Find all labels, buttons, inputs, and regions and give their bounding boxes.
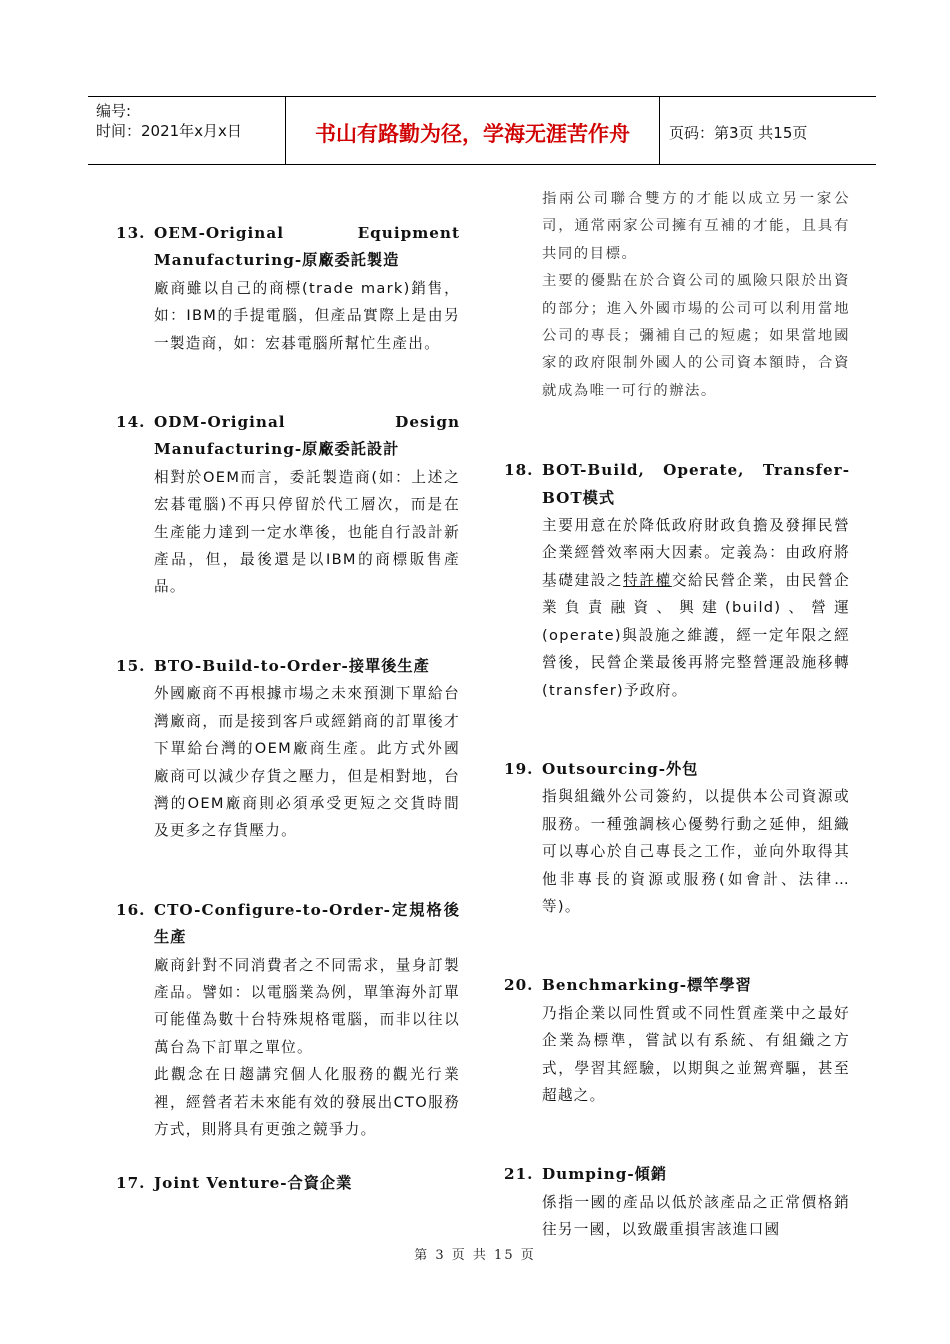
term-title: BOT-Build, Operate, Transfer-BOT模式 <box>542 461 850 507</box>
underlined-term: 特許權 <box>623 571 672 589</box>
term-19 <box>504 756 850 920</box>
term-number: 20. <box>504 976 534 995</box>
term-body: 外國廠商不再根據市場之未來預測下單給台灣廠商，而是接到客戶或經銷商的訂單後才下單給台灣的OEM廠商生產。此方式外國廠商可以減少存貨之壓力，但是相對地，台灣的OEM廠商則必須承受更短之交貨時間及更多之存貨壓力。 <box>154 685 460 840</box>
term-body-extra: 此觀念在日趨講究個人化服務的觀光行業裡，經營者若未來能有效的發展出CTO服務方式，則將具有更強之競爭力。 <box>154 1066 460 1138</box>
term-body: 指與組織外公司簽約，以提供本公司資源或服務。一種強調核心優勢行動之延伸，組織可以專心於自己專長之工作，並向外取得其他非專長的資源或服務(如會計、法律…等)。 <box>542 788 850 915</box>
term-number: 15. <box>116 656 146 675</box>
term-number: 17. <box>116 1174 146 1193</box>
term-body: 廠商雖以自己的商標(trade mark)銷售，如：IBM的手提電腦，但產品實際上是由另一製造商，如：宏碁電腦所幫忙生產出。 <box>154 279 460 352</box>
page-header <box>88 96 876 165</box>
term-15 <box>116 653 460 845</box>
term-number: 19. <box>504 759 534 778</box>
term-title: Benchmarking-標竿學習 <box>542 976 752 995</box>
header-motto: 书山有路勤为径，学海无涯苦作舟 <box>286 97 660 164</box>
term-body: 廠商針對不同消費者之不同需求，量身訂製產品。譬如：以電腦業為例，單筆海外訂單可能僅為數十台特殊規格電腦，而非以往以萬台為下訂單之單位。 <box>154 956 460 1056</box>
term-body: 乃指企業以同性質或不同性質產業中之最好企業為標準，嘗試以有系統、有組織之方式，學習其經驗，以期與之並駕齊驅，甚至超越之。 <box>542 1004 850 1104</box>
term-title: CTO-Configure-to-Order-定規格後生產 <box>154 900 460 947</box>
term-13 <box>116 220 460 357</box>
term-number: 16. <box>116 900 146 919</box>
term-title: Dumping-傾銷 <box>542 1165 668 1184</box>
term-21 <box>504 1161 850 1243</box>
left-column <box>116 220 460 1198</box>
number-label: 编号: <box>96 102 132 120</box>
term-title: ODM-Original Design Manufacturing-原廠委託設計 <box>154 413 460 459</box>
term-body: 係指一國的產品以低於該產品之正常價格銷往另一國，以致嚴重損害該進口國 <box>542 1193 850 1239</box>
term-title: BTO-Build-to-Order-接單後生產 <box>154 656 430 675</box>
header-meta <box>88 97 286 164</box>
term-body <box>504 512 850 704</box>
term-14 <box>116 409 460 601</box>
term-title: OEM-Original Equipment Manufacturing-原廠委託製造 <box>154 224 460 270</box>
term-16 <box>116 897 460 1144</box>
term-title: Joint Venture-合資企業 <box>154 1174 353 1193</box>
term-body-post: 交給民營企業，由民營企業負責融資、興建(build)、營運(operate)與設施之維護，經一定年限之經營後，民營企業最後再將完整營運設施移轉(transfer)予政府。 <box>542 571 850 699</box>
term-number: 18. <box>504 461 534 480</box>
term-18 <box>504 457 850 704</box>
time-label: 时间：2021年x月x日 <box>96 122 242 140</box>
term-number: 14. <box>116 413 146 432</box>
term-number: 13. <box>116 224 146 242</box>
term-17-body: 指兩公司聯合雙方的才能以成立另一家公司，通常兩家公司擁有互補的才能，且具有共同的目標。 <box>542 191 850 262</box>
right-column <box>504 186 850 1244</box>
term-number: 21. <box>504 1165 534 1184</box>
term-body: 相對於OEM而言，委託製造商(如：上述之宏碁電腦)不再只停留於代工層次，而是在生產能力達到一定水準後，也能自行設計新產品，但，最後還是以IBM的商標販售產品。 <box>154 468 460 596</box>
header-page-label: 页码：第3页 共15页 <box>669 124 808 142</box>
term-body-pre: 主要用意在於降低政府財政負擔及發揮民營企業經營效率兩大因素。定義為：由政府將基礎建設之 <box>542 517 850 589</box>
term-17-body-extra: 主要的優點在於合資公司的風險只限於出資的部分；進入外國市場的公司可以利用當地公司的專長；彌補自己的短處；如果當地國家的政府限制外國人的公司資本額時，合資就成為唯一可行的辦法。 <box>542 273 850 399</box>
page-footer: 第 3 页 共 15 页 <box>414 1248 536 1263</box>
term-title: Outsourcing-外包 <box>542 759 699 778</box>
term-17 <box>116 1170 460 1197</box>
term-20 <box>504 972 850 1109</box>
